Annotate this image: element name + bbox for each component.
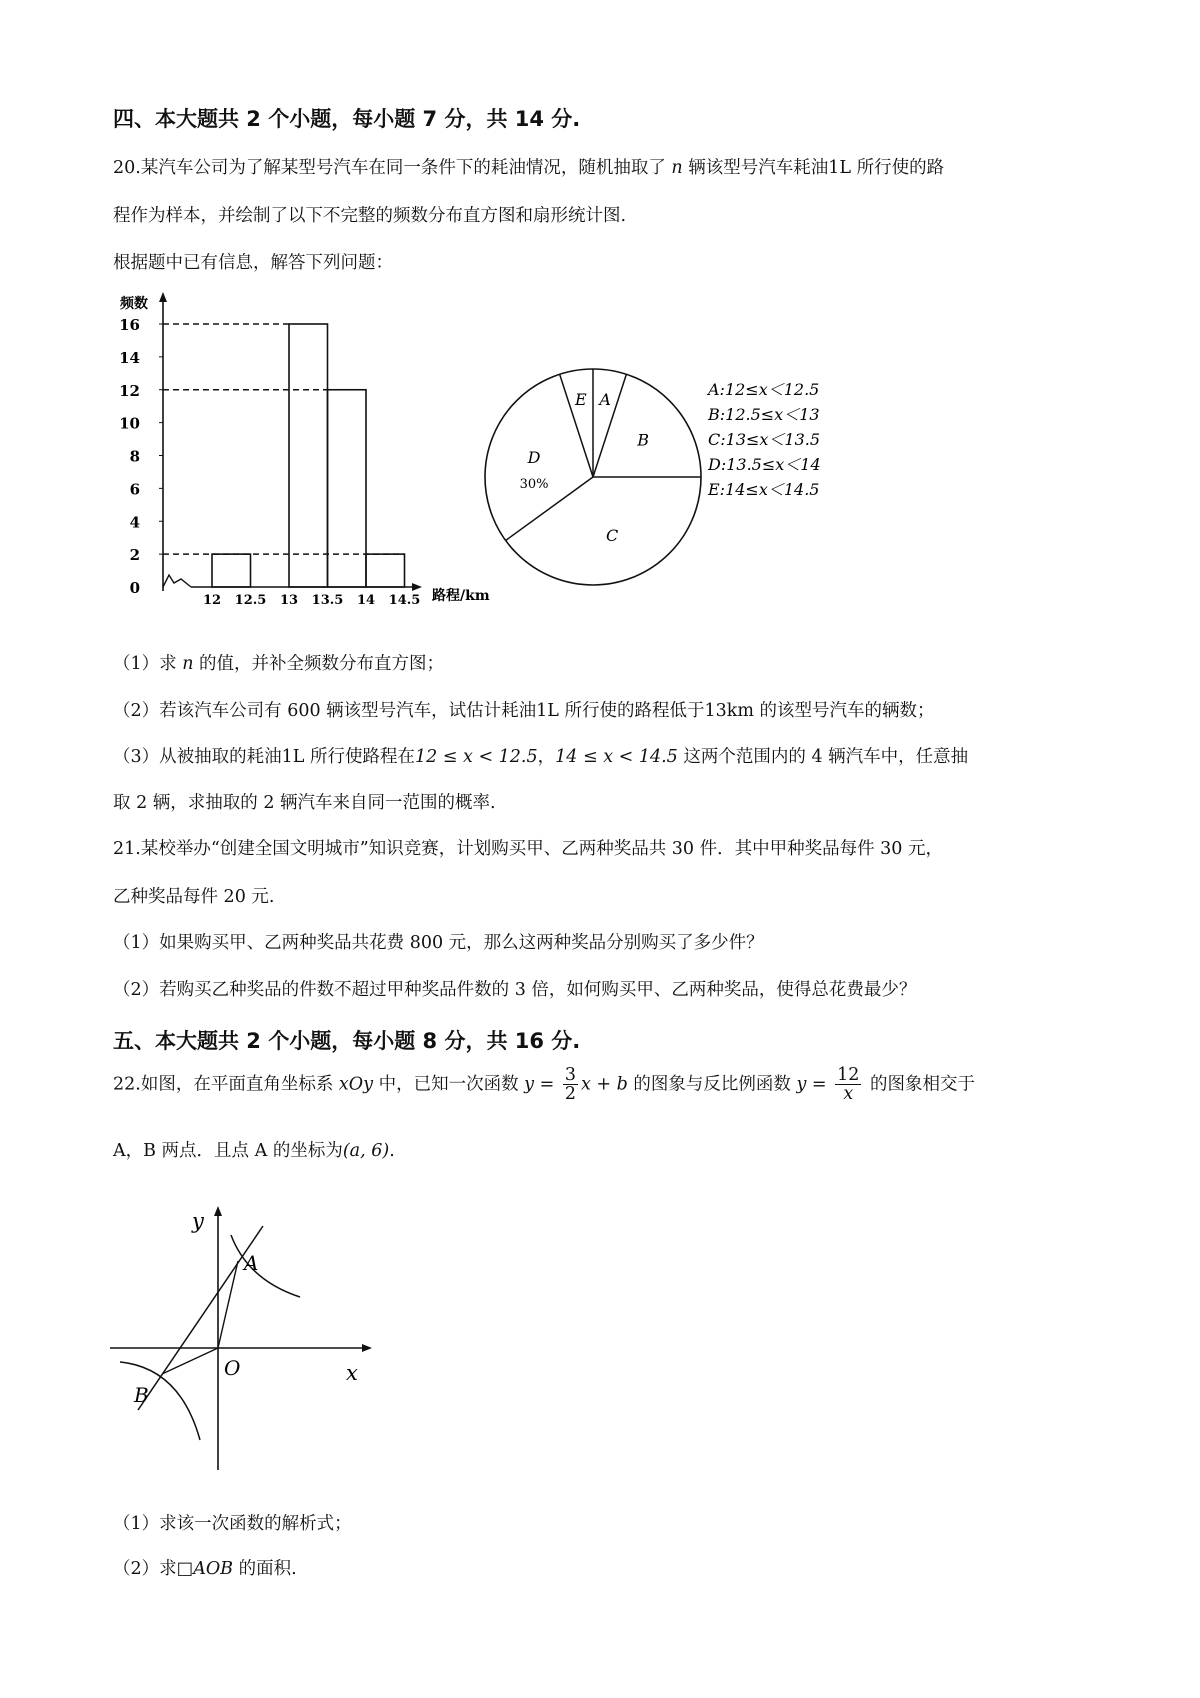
q22-fraction-2-den: x bbox=[843, 1084, 854, 1105]
x-tick-label: 14 bbox=[356, 593, 376, 608]
q21-line-2: 乙种奖品每件 20 元. bbox=[113, 887, 275, 907]
pie-legend-item: C:13≤x＜13.5 bbox=[708, 430, 821, 449]
y-tick-label: 0 bbox=[129, 579, 140, 597]
q22-line-2-end: . bbox=[389, 1141, 395, 1161]
q22-sub-2-pre: （2）求 bbox=[113, 1559, 177, 1579]
q20-line-1-post: 辆该型号汽车耗油1L 所行使的路 bbox=[682, 158, 945, 178]
triangle-symbol: □ bbox=[176, 1559, 194, 1579]
y-tick-label: 4 bbox=[129, 513, 140, 532]
section-5-title: 五、本大题共 2 个小题，每小题 8 分，共 16 分. bbox=[113, 1029, 581, 1053]
point-b-label: B bbox=[134, 1383, 149, 1407]
x-tick-label: 13.5 bbox=[311, 593, 344, 608]
y-tick-label: 2 bbox=[129, 546, 140, 565]
y-axis-label: y bbox=[192, 1209, 204, 1233]
q22-fraction-1-den: 2 bbox=[564, 1084, 576, 1105]
q22-line-2-pre: A，B 两点．且点 A 的坐标为 bbox=[113, 1141, 343, 1161]
section-4-title: 四、本大题共 2 个小题，每小题 7 分，共 14 分. bbox=[113, 107, 581, 131]
q20-sub-3-a: （3）从被抽取的耗油1L 所行使路程在 bbox=[113, 747, 415, 767]
pie-legend-item: B:12.5≤x＜13 bbox=[708, 405, 820, 424]
q20-var-n: n bbox=[671, 158, 683, 178]
q22-sub-2-post: 的面积. bbox=[233, 1559, 297, 1579]
x-tick-label: 12.5 bbox=[234, 593, 267, 608]
point-a-label: A bbox=[244, 1251, 259, 1275]
q21-line-1: 21.某校举办“创建全国文明城市”知识竞赛，计划购买甲、乙两种奖品共 30 件．其中甲种奖品每件 30 元， bbox=[113, 839, 944, 859]
y-tick-label: 8 bbox=[129, 447, 140, 466]
segment-oa bbox=[218, 1261, 238, 1348]
q22-line-2 bbox=[113, 1137, 395, 1162]
x-tick-label: 13 bbox=[279, 593, 299, 608]
y-axis-arrow bbox=[214, 1206, 222, 1216]
q20-line-1 bbox=[113, 154, 944, 179]
pie-slice-label: D bbox=[527, 447, 541, 467]
q21-sub-1: （1）如果购买甲、乙两种奖品共花费 800 元，那么这两种奖品分别购买了多少件？ bbox=[113, 933, 764, 953]
q20-sub-1-post: 的值，并补全频数分布直方图； bbox=[193, 654, 445, 674]
histogram-chart bbox=[100, 290, 500, 620]
q20-sub-1 bbox=[113, 650, 444, 675]
q22-mid-2: 的图象与反比例函数 bbox=[627, 1074, 797, 1095]
x-tick-label: 14.5 bbox=[388, 593, 421, 608]
q20-sub-3-b: 这两个范围内的 4 辆汽车中，任意抽 bbox=[677, 747, 969, 767]
y-tick-label: 6 bbox=[129, 480, 140, 499]
q22-mid-1: 中，已知一次函数 bbox=[373, 1074, 525, 1095]
q20-line-3: 根据题中已有信息，解答下列问题： bbox=[113, 253, 393, 273]
histogram-bar bbox=[212, 554, 251, 587]
q22-sub-2 bbox=[113, 1555, 297, 1580]
q20-line-2: 程作为样本，并绘制了以下不完整的频数分布直方图和扇形统计图. bbox=[113, 206, 627, 226]
q22-y-1: y bbox=[524, 1074, 535, 1095]
q22-y-2: y bbox=[796, 1074, 807, 1095]
q22-coord: (a, 6) bbox=[342, 1141, 390, 1161]
y-tick-label: 10 bbox=[119, 414, 140, 433]
q22-sub-2-var: AOB bbox=[193, 1559, 234, 1579]
hyperbola-branch-2 bbox=[120, 1362, 200, 1440]
q22-pre: 22.如图，在平面直角坐标系 bbox=[113, 1074, 339, 1095]
q20-sub-3-sep: ， bbox=[537, 747, 556, 767]
q22-eq-2: = bbox=[806, 1074, 833, 1095]
q20-sub-1-pre: （1）求 bbox=[113, 654, 183, 674]
q22-fraction-1-tail: x + b bbox=[580, 1074, 628, 1095]
y-axis-arrow bbox=[159, 292, 167, 302]
q22-eq-1: = bbox=[534, 1074, 560, 1095]
q20-sub-3-line-2: 取 2 辆，求抽取的 2 辆汽车来自同一范围的概率. bbox=[113, 793, 496, 813]
x-axis-label: x bbox=[346, 1361, 358, 1385]
pie-legend-item: E:14≤x＜14.5 bbox=[708, 480, 820, 499]
q20-sub-2: （2）若该汽车公司有 600 辆该型号汽车，试估计耗油1L 所行使的路程低于13km 的该型号汽车的辆数； bbox=[113, 701, 935, 721]
q20-sub-3-range-2: 14 ≤ x < 14.5 bbox=[555, 747, 678, 767]
q22-fraction-1-num: 3 bbox=[564, 1065, 576, 1085]
q22-fraction-2 bbox=[835, 1066, 861, 1104]
x-tick-label: 12 bbox=[202, 593, 222, 608]
y-tick-label: 14 bbox=[119, 348, 140, 367]
origin-label: O bbox=[224, 1356, 241, 1380]
q20-sub-1-var: n bbox=[182, 654, 194, 674]
pie-slice-label: B bbox=[637, 430, 650, 450]
q22-post: 的图象相交于 bbox=[864, 1074, 975, 1095]
axis-break-mark bbox=[163, 575, 191, 587]
q22-sub-1: （1）求该一次函数的解析式； bbox=[113, 1514, 352, 1534]
histogram-bar bbox=[328, 390, 367, 587]
y-tick-label: 16 bbox=[119, 316, 140, 334]
histogram-bar bbox=[366, 554, 405, 587]
pie-slice-label: C bbox=[606, 525, 619, 545]
coordinate-graph bbox=[100, 1190, 380, 1480]
q20-line-1-pre: 20.某汽车公司为了解某型号汽车在同一条件下的耗油情况，随机抽取了 bbox=[113, 158, 672, 178]
q20-sub-3 bbox=[113, 743, 968, 768]
hyperbola-branch-1 bbox=[231, 1235, 300, 1297]
pie-legend-item: A:12≤x＜12.5 bbox=[708, 380, 820, 399]
x-axis-arrow bbox=[362, 1344, 372, 1352]
pie-legend-item: D:13.5≤x＜14 bbox=[708, 455, 821, 474]
q21-sub-2: （2）若购买乙种奖品的件数不超过甲种奖品件数的 3 倍，如何购买甲、乙两种奖品，使得总花费最少？ bbox=[113, 980, 917, 1000]
pie-slice-label: A bbox=[599, 389, 611, 409]
histogram-y-label: 频数 bbox=[120, 296, 148, 312]
q20-sub-3-range-1: 12 ≤ x < 12.5 bbox=[414, 747, 538, 767]
q22-line-1 bbox=[113, 1066, 975, 1104]
pie-chart bbox=[480, 345, 850, 605]
q22-fraction-1 bbox=[563, 1066, 578, 1104]
q22-system: xOy bbox=[338, 1074, 374, 1095]
pie-slice-label: E bbox=[574, 389, 587, 409]
histogram-x-label: 路程/km bbox=[432, 588, 490, 604]
pie-slice-value: 30% bbox=[519, 476, 549, 492]
histogram-bar bbox=[289, 324, 328, 587]
q22-fraction-2-num: 12 bbox=[837, 1065, 860, 1085]
y-tick-label: 12 bbox=[119, 381, 140, 400]
x-axis-arrow bbox=[412, 583, 422, 591]
